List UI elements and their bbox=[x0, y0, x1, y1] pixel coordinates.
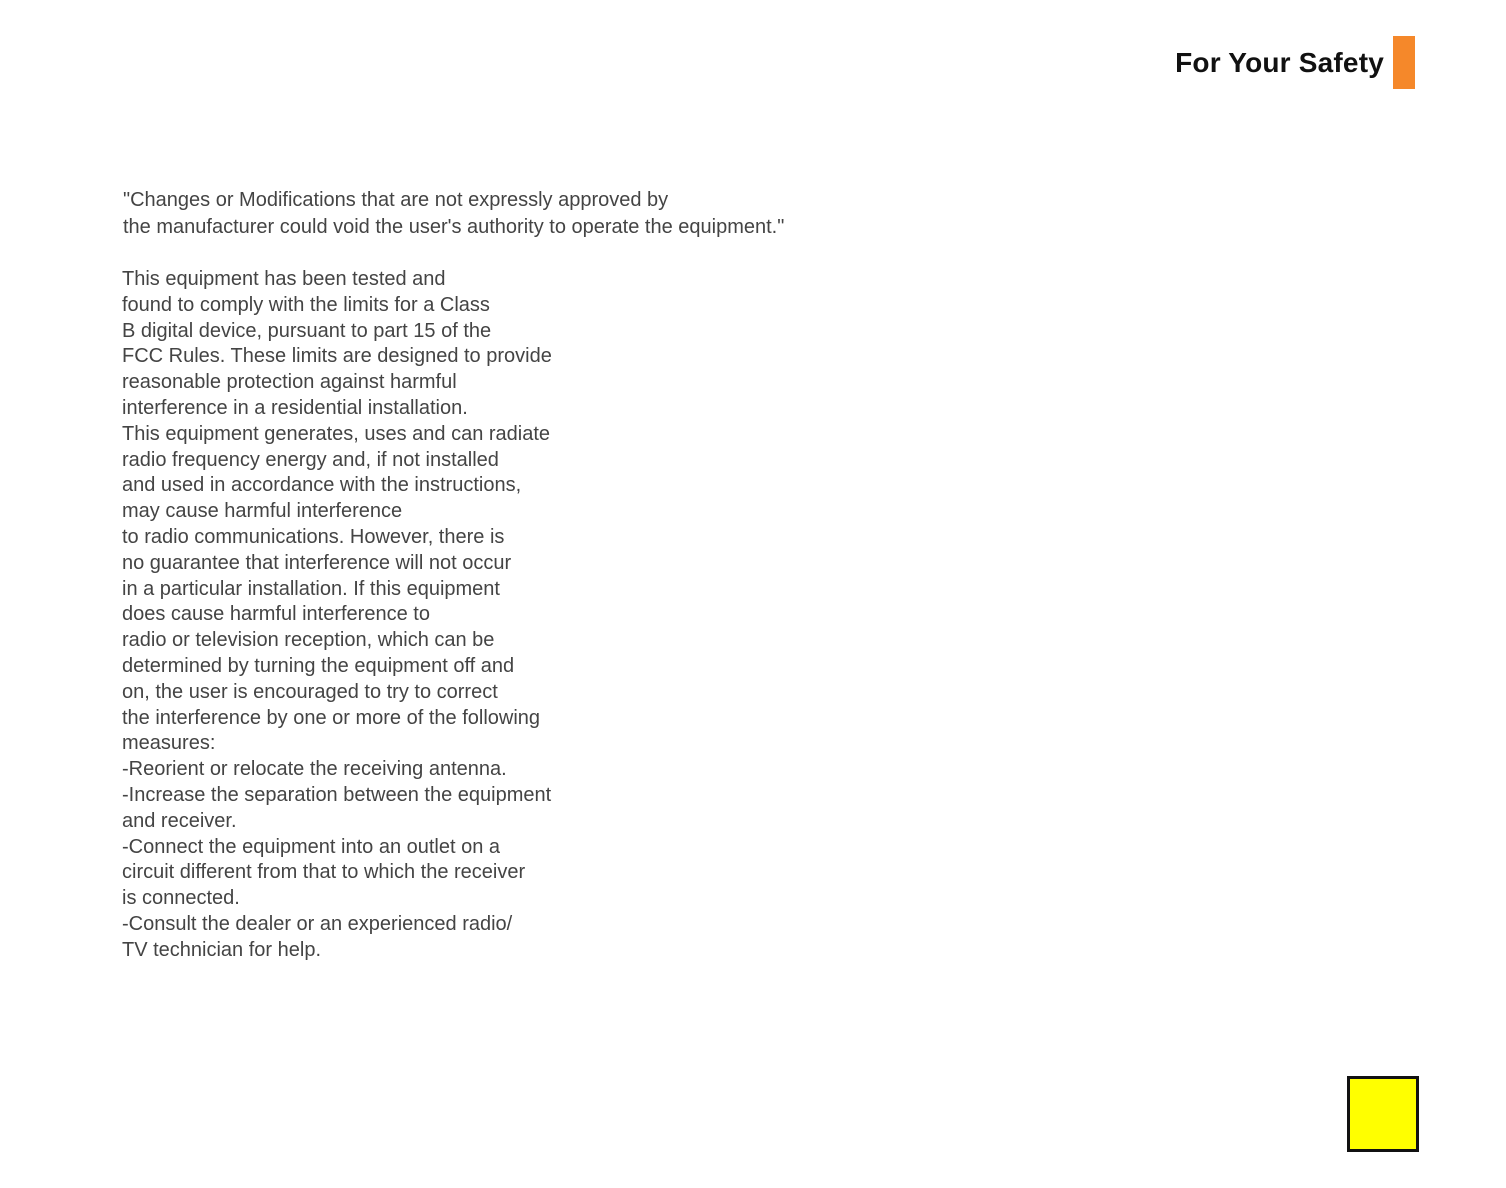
body-line: on, the user is encouraged to try to correct bbox=[122, 680, 498, 703]
body-line: found to comply with the limits for a Class bbox=[122, 293, 490, 316]
notice-line: "Changes or Modifications that are not expressly approved by bbox=[123, 189, 669, 211]
body-line: and receiver. bbox=[122, 809, 237, 832]
body-line: TV technician for help. bbox=[122, 938, 321, 961]
body-line: circuit different from that to which the receiver bbox=[122, 861, 526, 884]
body-line: and used in accordance with the instructions, bbox=[122, 474, 522, 497]
body-line: does cause harmful interference to bbox=[122, 603, 430, 626]
body-line: -Reorient or relocate the receiving antenna. bbox=[122, 758, 507, 781]
page-header bbox=[1175, 36, 1415, 89]
section-accent-bar bbox=[1393, 36, 1415, 89]
body-line: is connected. bbox=[122, 887, 240, 910]
body-line: to radio communications. However, there is bbox=[122, 525, 505, 548]
body-line: in a particular installation. If this equipment bbox=[122, 577, 500, 600]
body-line: no guarantee that interference will not occur bbox=[122, 551, 512, 574]
body-line: FCC Rules. These limits are designed to provide bbox=[122, 345, 552, 368]
body-line: may cause harmful interference bbox=[122, 500, 403, 523]
modification-notice bbox=[123, 187, 784, 241]
body-line: measures: bbox=[122, 732, 216, 755]
body-line: -Consult the dealer or an experienced radio/ bbox=[122, 912, 513, 935]
body-line: radio or television reception, which can be bbox=[122, 629, 495, 652]
body-line: radio frequency energy and, if not installed bbox=[122, 448, 499, 471]
body-line: This equipment generates, uses and can radiate bbox=[122, 422, 551, 445]
body-line: the interference by one or more of the following bbox=[122, 706, 541, 729]
page-marker-box bbox=[1347, 1076, 1419, 1152]
body-line: reasonable protection against harmful bbox=[122, 371, 457, 394]
body-line: -Increase the separation between the equipment bbox=[122, 783, 552, 806]
body-line: determined by turning the equipment off and bbox=[122, 654, 515, 677]
body-line: interference in a residential installation. bbox=[122, 396, 468, 419]
body-line: This equipment has been tested and bbox=[122, 268, 446, 290]
body-line: -Connect the equipment into an outlet on a bbox=[122, 835, 501, 858]
fcc-statement bbox=[122, 267, 552, 964]
body-line: B digital device, pursuant to part 15 of the bbox=[122, 319, 492, 342]
notice-line: the manufacturer could void the user's authority to operate the equipment." bbox=[123, 216, 785, 238]
page-title: For Your Safety bbox=[1175, 46, 1384, 78]
